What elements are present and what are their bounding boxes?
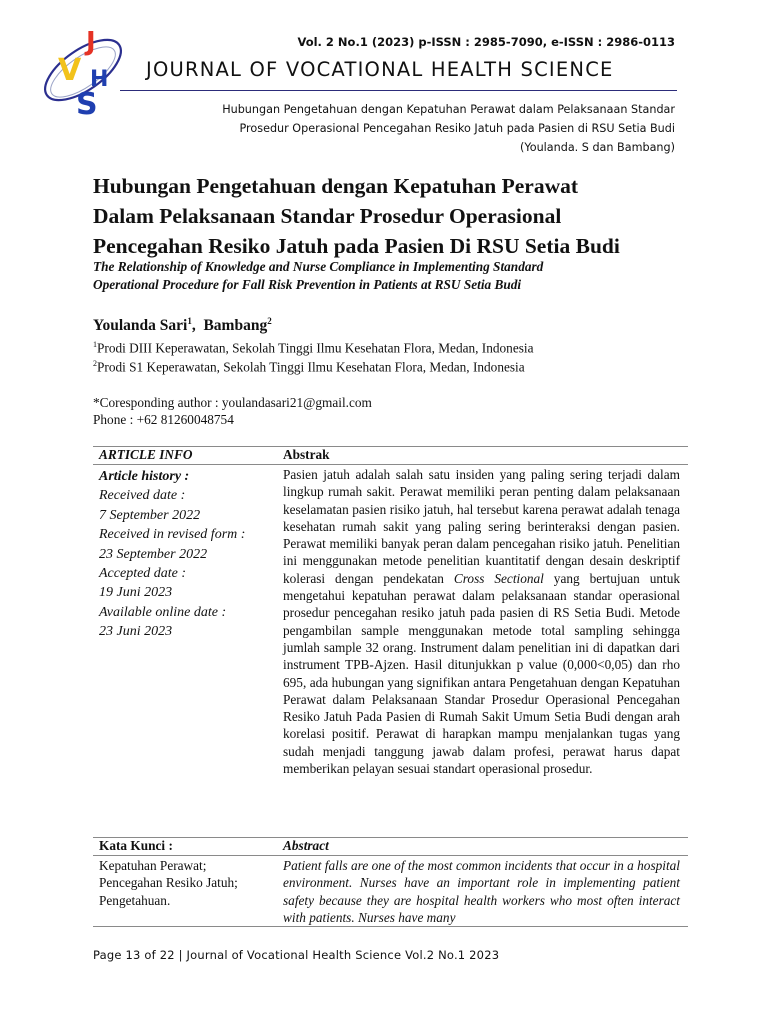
running-title-line: Hubungan Pengetahuan dengan Kepatuhan Perawat dalam Pelaksanaan Standar (222, 103, 675, 116)
affiliation (93, 340, 534, 356)
volume-issn-line: Vol. 2 No.1 (2023) p-ISSN : 2985-7090, e-ISSN : 2986-0113 (297, 35, 675, 49)
history-entry: 19 Juni 2023 (99, 585, 173, 601)
keywords-top-rule (93, 837, 688, 838)
correspondence (93, 394, 372, 428)
running-title-line: Prosedur Operasional Pencegahan Resiko Jatuh pada Pasien di RSU Setia Budi (239, 122, 675, 135)
journal-logo (36, 20, 130, 124)
history-entry: Received date : (99, 488, 186, 504)
running-title (135, 100, 675, 157)
article-history-label: Article history : (99, 469, 190, 484)
author-separator: , (191, 317, 204, 335)
keywords-bottom-rule (93, 926, 688, 927)
paper-title-line: Hubungan Pengetahuan dengan Kepatuhan Perawat (93, 174, 579, 198)
history-entry: 7 September 2022 (99, 507, 201, 523)
abstrak-heading: Abstrak (283, 447, 330, 462)
keyword-list (99, 857, 238, 909)
keywords-heading: Kata Kunci : (99, 838, 173, 853)
author-affil-mark: 1 (187, 316, 192, 326)
logo-letter-h: H (90, 67, 109, 92)
journal-name: JOURNAL OF VOCATIONAL HEALTH SCIENCE (146, 58, 614, 81)
history-entry: 23 September 2022 (99, 546, 208, 562)
history-entry: 23 Juni 2023 (99, 624, 173, 640)
article-info-heading: ARTICLE INFO (99, 447, 193, 462)
author-list (93, 316, 272, 335)
english-title (93, 258, 683, 294)
author-affil-mark: 2 (267, 316, 272, 326)
abstrak-text-part: Pasien jatuh adalah salah satu insiden yang paling sering terjadi dalam lingkup rumah sakit. Perawat memiliki peran penting dalam pelaksanaan keselamatan pasien risiko jatuh, hal tersebut karena perawat adalah tenaga kesehatan rumah sakit yang paling sering berinteraksi dengan pasien. Perawat memiliki banyak peran dalam pencegahan risiko jatuh. Penelitian ini menggunakan metode penelitian kuantitatif dengan desain deskriptif kolerasi dengan pendekatan (283, 467, 680, 586)
paper-title-line: Pencegahan Resiko Jatuh pada Pasien Di RSU Setia Budi (93, 234, 620, 258)
history-entry: Available online date : (99, 604, 227, 620)
author-name: Youlanda Sari (93, 317, 188, 335)
paper-title (93, 171, 683, 261)
keyword-item: Kepatuhan Perawat; (99, 858, 207, 873)
abstrak-text (283, 466, 680, 777)
affiliation-text: Prodi S1 Keperawatan, Sekolah Tinggi Ilmu Kesehatan Flora, Medan, Indonesia (97, 359, 525, 375)
affiliation-mark: 2 (93, 359, 97, 368)
logo-letter-j: J (86, 27, 96, 57)
english-title-line: Operational Procedure for Fall Risk Prevention in Patients at RSU Setia Budi (93, 277, 522, 292)
keywords-header-rule (93, 855, 688, 856)
abstrak-text-part: yang bertujuan untuk mengetahui kepatuhan perawat dalam pelaksanaan standar operasional prosedur pencegahan resiko jatuh pada pasien di RS Setia Budi. Metode pengambilan sample menggunakan metode total sampling sehingga jumlah sample 32 orang. Instrument dalam penelitian ini di dapatkan dari instrument TPB-Ajzen. Hasil ditunjukkan p value (0,000<0,05) dan rho 695, ada hubungan yang signifikan antara Pengetahuan dengan Kepatuhan Perawat dalam Pelaksanaan Standar Prosedur Operasional Pencegahan Resiko Jatuh Pada Pasien di Rumah Sakit Umum Setia Budi dengan arah korelasi positif. Perawat di harapkan mampu menjalankan tugas yang sudah menjadi tanggung jawab dalam profesi, perawat harus dapat memberikan pelayan sesuai standart operasional prosedur. (283, 570, 681, 777)
logo-letter-s: S (76, 87, 98, 122)
article-history (99, 467, 245, 642)
keyword-item: Pencegahan Resiko Jatuh; (99, 875, 238, 891)
header-divider (120, 90, 677, 91)
page-footer: Page 13 of 22 | Journal of Vocational Health Science Vol.2 No.1 2023 (93, 948, 500, 962)
english-title-line: The Relationship of Knowledge and Nurse Compliance in Implementing Standard (93, 259, 544, 274)
abstract-heading: Abstract (283, 838, 329, 853)
abstrak-italic-term: Cross Sectional (453, 570, 544, 586)
logo-letter-v: V (58, 53, 82, 88)
abstract-text: Patient falls are one of the most common incidents that occur in a hospital environment. Nurses have an important role in implementing patient safety because they are hospital health workers who most often interact with patients. Nurses have many (283, 858, 680, 925)
table-header-rule (93, 464, 688, 465)
paper-title-line: Dalam Pelaksanaan Standar Prosedur Operasional (93, 204, 562, 228)
keyword-item: Pengetahuan. (99, 892, 171, 908)
history-entry: Received in revised form : (99, 527, 246, 543)
history-entry: Accepted date : (99, 566, 187, 582)
corresponding-phone: Phone : +62 81260048754 (93, 412, 234, 427)
affiliation-text: Prodi DIII Keperawatan, Sekolah Tinggi Ilmu Kesehatan Flora, Medan, Indonesia (97, 340, 534, 356)
affiliation-mark: 1 (93, 340, 97, 349)
affiliation (93, 359, 525, 375)
author-name: Bambang (203, 317, 268, 335)
running-title-authors: (Youlanda. S dan Bambang) (520, 141, 675, 154)
corresponding-author-email: *Coresponding author : youlandasari21@gmail.com (93, 395, 372, 410)
